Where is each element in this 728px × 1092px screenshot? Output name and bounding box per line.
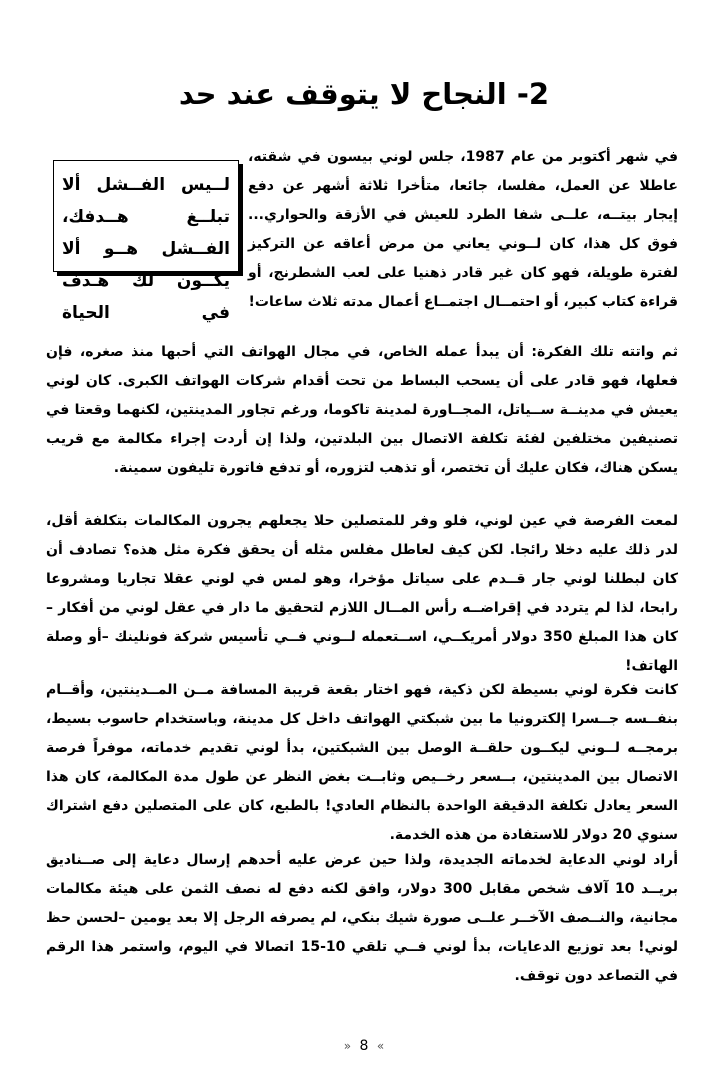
paragraph-5: أراد لوني الدعاية لخدماته الجديدة، ولذا حين عرض عليه أحدهم إرسال دعاية إلى صــناديق بريــد 10 آلاف شخص مقابل 300 دولار، وافق لكنه دفع له نصف الثمن على هيئة مكالمات مجانية، والنــصف الآخــر علــى صورة شيك بنكي، لم يصرفه الرجل إلا بعد يومين –لحسن حظ لوني! بعد توزيع الدعايات، بدأ لوني فــي تلقي 10-15 اتصالا في اليوم، واستمر هذا الرقم في التصاعد دون توقف. [46, 852, 678, 984]
page-number-ornament-right: » [376, 1039, 385, 1053]
paragraph-3: لمعت الفرصة في عين لوني، فلو وفر للمتصلين حلا يجعلهم يجرون المكالمات بتكلفة أقل، لدر ذلك عليه دخلا رائجا. لكن كيف لعاطل مفلس مثله أن يحقق فكرة مثل هذه؟ تصادف أن كان لبطلنا لوني جار قــدم على سياتل مؤخرا، وهو لمس في لوني عقلا تجاريا ومشروعا رابحا، لذا لم يتردد في إقراضــه رأس المــال اللازم لتحقيق ما دار في عقل لوني من أفكار –كان هذا المبلغ 350 دولار أمريكــي، اســتعمله لــوني فــي تأسيس شركة فونلينك –أو وصلة الهاتف! [46, 513, 678, 674]
page-title: 2- النجاح لا يتوقف عند حد [178, 77, 550, 111]
page-number-value: 8 [359, 1038, 369, 1054]
paragraph-4: كانت فكرة لوني بسيطة لكن ذكية، فهو اختار بقعة قريبة المسافة مــن المــدينتين، وأقــام بنفــسه جــسرا إلكترونيا ما بين شبكتي الهواتف داخل كل مدينة، وباستخدام حاسوب بسيط، برمجــه لــوني ليكــون حلقــة الوصل بين الشبكتين، بدأ لوني تقديم خدماته، موفراً فرصة الاتصال بين المدينتين، بــسعر رخــيص وثابــت بغض النظر عن طول مدة المكالمة، كان هذا السعر يعادل تكلفة الدقيقة الواحدة بالنظام العادي! بالطبع، كان على المتصلين دفع اشتراك سنوي 20 دولار للاستفادة من هذه الخدمة. [46, 682, 678, 843]
paragraph-2: ثم واتته تلك الفكرة: أن يبدأ عمله الخاص، في مجال الهواتف التي أحبها منذ صغره، فإن فعلها، فهو قادر على أن يسحب البساط من تحت أقدام شركات الهواتف الكبرى. كان لوني يعيش في مدينــة ســياتل، المجــاورة لمدينة تاكوما، ورغم تجاور المدينتين، لكنهما وقعتا في تصنيفين مختلفين لفئة تكلفة الاتصال بين البلدتين، ولذا إن أردت إجراء مكالمة مع قريب يسكن هناك، فكان عليك أن تختصر، أو تذهب لتزوره، أو تدفع فاتورة تليفون سمينة. [46, 344, 678, 476]
paragraph-1: في شهر أكتوبر من عام 1987، جلس لوني بيسون في شقته، عاطلا عن العمل، مفلسا، جائعا، متأخرا ثلاثة أشهر عن دفع إيجار بيتــه، علــى شفا الطرد للعيش في الأزقة والحواري... فوق كل هذا، كان لــوني يعاني من مرض أعاقه عن التركيز لفترة طويلة، فهو كان غير قادر ذهنيا على لعب الشطرنج، أو قراءة كتاب كبير، أو احتمــال اجتمــاع أعمال مدته ثلاث ساعات! [248, 149, 678, 310]
quote-box [53, 160, 239, 323]
page-number [0, 1036, 728, 1056]
quote-text: لــيس الفــشل ألا تبلــغ هــدفك، الفــشل هــو ألا يكــون لك هـدف في الحياة [62, 175, 230, 323]
page-number-ornament-left: « [343, 1039, 352, 1053]
